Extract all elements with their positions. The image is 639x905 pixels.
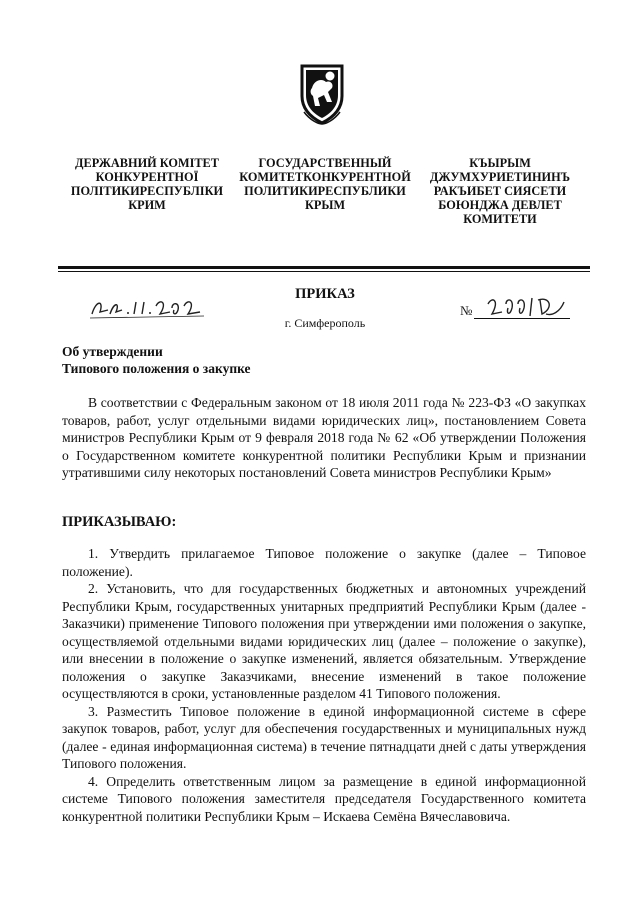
preamble-paragraph: В соответствии с Федеральным законом от 18 июля 2011 года № 223-ФЗ «О закупках товаров, работ, услуг отдельными видами юридических лиц», постановлением Совета министров Республики Крым от 9 февраля 2018 года № 62 «Об утверждении Положения о Государственном комитете конкурентной политики Республики Крым и признании утратившими силу некоторых постановлений Совета министров Республики Крым» bbox=[62, 395, 586, 480]
coat-of-arms-emblem bbox=[296, 62, 348, 126]
header-line: КЪЫРЫМ bbox=[469, 156, 531, 170]
header-divider-thick bbox=[58, 266, 590, 269]
number-label: № bbox=[460, 303, 473, 318]
header-line: БОЮНДЖА ДЕВЛЕТ bbox=[438, 198, 562, 212]
header-crimean-tatar bbox=[420, 156, 580, 226]
preamble bbox=[62, 394, 586, 482]
order-item-2: 2. Установить, что для государственных бюджетных и автономных учреждений Республики Крым, государственных унитарных предприятий Республики Крым (далее - Заказчики) применение Типового положения при утверждении ими положения о закупке, осуществляемой отдельными видами юридических лиц (далее – положение о закупке), или внесении в положение о закупке изменений, является обязательным. Утверждение положения о закупке Заказчиками, внесение изменений в такое положение осуществляются в сроки, установленные разделом 41 Типового положения. bbox=[62, 581, 586, 701]
header-line: КОМИТЕТИ bbox=[463, 212, 537, 226]
document-type-title: ПРИКАЗ bbox=[295, 286, 355, 302]
order-items bbox=[62, 545, 586, 825]
document-subject bbox=[62, 343, 251, 377]
header-line: ГОСУДАРСТВЕННЫЙ bbox=[258, 156, 392, 170]
subject-line: Типового положения о закупке bbox=[62, 361, 251, 376]
document-city: г. Симферополь bbox=[284, 316, 366, 330]
handwritten-date bbox=[88, 292, 206, 322]
handwritten-number bbox=[484, 294, 570, 320]
header-line: ПОЛІТИКИРЕСПУБЛІКИ bbox=[70, 184, 224, 198]
header-line: КРИМ bbox=[128, 198, 166, 212]
header-line: РАКЪИБЕТ СИЯСЕТИ bbox=[433, 184, 567, 198]
order-item-3: 3. Разместить Типовое положение в единой информационной системе в сфере закупок товаров, работ, услуг для обеспечения государственных и муниципальных нужд (далее - единая информационная система) в течение пятнадцати дней с даты утверждения Типового положения. bbox=[62, 703, 586, 771]
header-line: ДЖУМХУРИЕТИНИНЪ bbox=[429, 170, 571, 184]
header-line: КОНКУРЕНТНОЇ bbox=[95, 170, 199, 184]
order-item-4: 4. Определить ответственным лицом за размещение в единой информационной системе Типового положения заместителя председателя Государственного комитета конкурентной политики Республики Крым – Искаева Семёна Вячеславовича. bbox=[62, 773, 586, 824]
header-ukrainian bbox=[62, 156, 232, 212]
header-line: КОМИТЕТКОНКУРЕНТНОЙ bbox=[239, 170, 411, 184]
order-item-1: 1. Утвердить прилагаемое Типовое положение о закупке (далее – Типовое положение). bbox=[62, 546, 586, 579]
order-heading: ПРИКАЗЫВАЮ: bbox=[62, 514, 177, 530]
subject-line: Об утверждении bbox=[62, 344, 163, 359]
header-divider-thin bbox=[58, 271, 590, 272]
header-line: ДЕРЖАВНИЙ КОМІТЕТ bbox=[75, 156, 219, 170]
header-russian bbox=[235, 156, 415, 212]
header-line: КРЫМ bbox=[304, 198, 346, 212]
header-line: ПОЛИТИКИРЕСПУБЛИКИ bbox=[244, 184, 406, 198]
